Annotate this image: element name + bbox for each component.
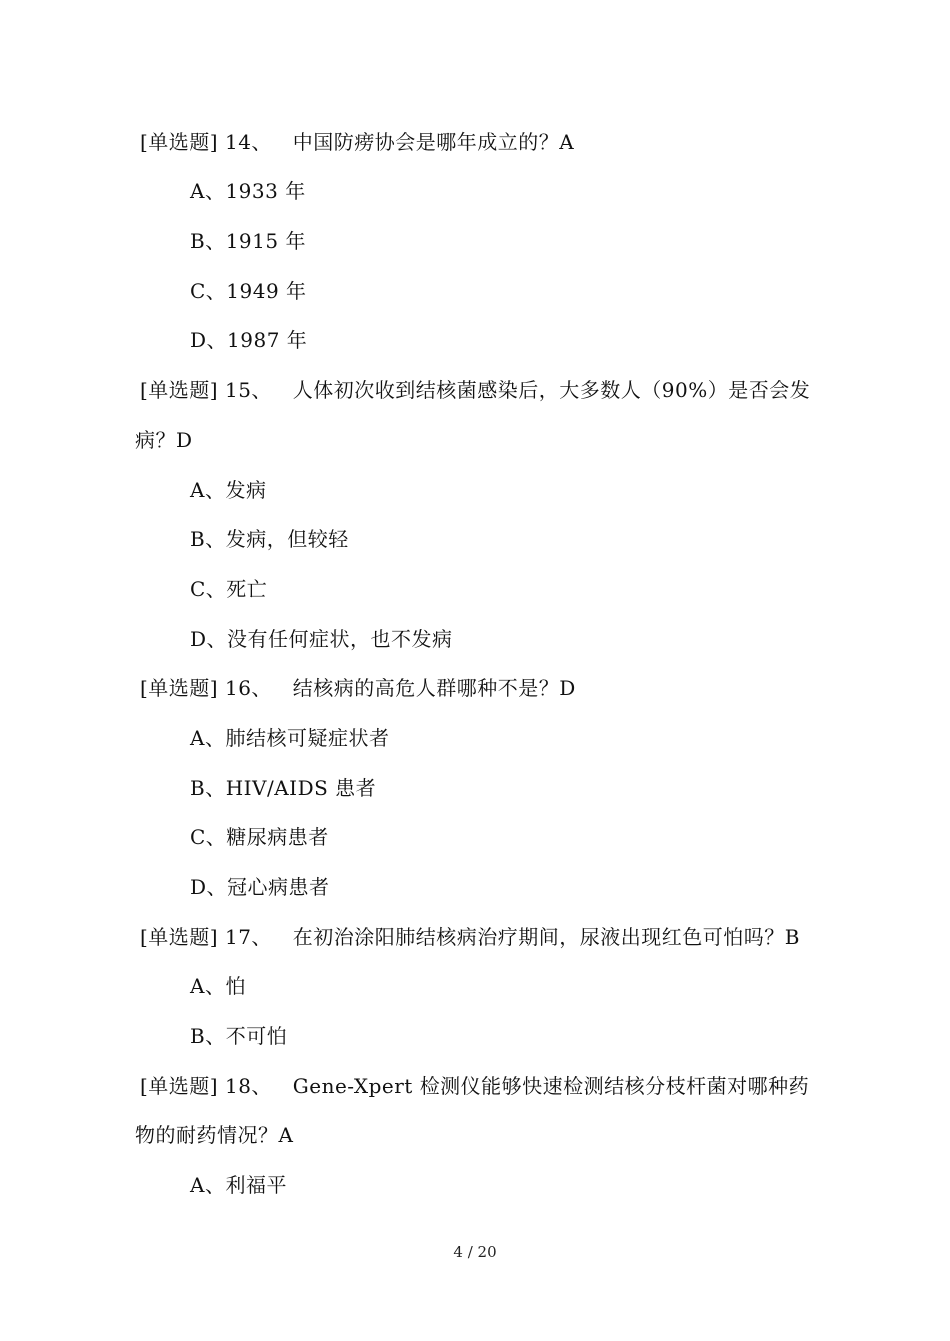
question-number: 17、 [224, 925, 272, 949]
option-b: B、发病，但较轻 [190, 527, 349, 551]
option-b: B、1915 年 [190, 229, 306, 253]
question-number: 16、 [224, 676, 272, 700]
option-a: A、发病 [190, 478, 267, 502]
question-type-tag: [单选题] [140, 130, 219, 154]
question-text: 中国防痨协会是哪年成立的？A [292, 130, 575, 154]
question-text: 人体初次收到结核菌感染后，大多数人（90%）是否会发 [292, 378, 811, 402]
question-text-continued: 病？D [135, 428, 193, 452]
option-b: B、不可怕 [190, 1024, 288, 1048]
option-d: D、没有任何症状，也不发病 [190, 627, 453, 651]
question-17 [140, 922, 800, 952]
option-c: C、糖尿病患者 [190, 825, 329, 849]
question-14 [140, 127, 574, 157]
option-a: A、怕 [190, 974, 246, 998]
question-number: 14、 [224, 130, 272, 154]
option-b: B、HIV/AIDS 患者 [190, 776, 377, 800]
page-number [0, 1240, 950, 1264]
option-d: D、冠心病患者 [190, 875, 330, 899]
option-d: D、1987 年 [190, 328, 308, 352]
question-type-tag: [单选题] [140, 378, 219, 402]
question-number: 15、 [224, 378, 272, 402]
option-a: A、1933 年 [190, 179, 306, 203]
page-total: / 20 [467, 1243, 497, 1261]
question-text-continued: 物的耐药情况？A [135, 1123, 294, 1147]
option-c: C、死亡 [190, 577, 268, 601]
question-text: 在初治涂阳肺结核病治疗期间，尿液出现红色可怕吗？B [292, 925, 800, 949]
question-15 [140, 375, 810, 405]
question-text: 结核病的高危人群哪种不是？D [292, 676, 576, 700]
page-current: 4 [453, 1243, 463, 1261]
question-text: Gene-Xpert 检测仪能够快速检测结核分枝杆菌对哪种药 [292, 1074, 810, 1098]
question-type-tag: [单选题] [140, 676, 219, 700]
option-a: A、肺结核可疑症状者 [190, 726, 390, 750]
question-18 [140, 1071, 809, 1101]
question-16 [140, 673, 576, 703]
question-number: 18、 [224, 1074, 272, 1098]
question-type-tag: [单选题] [140, 1074, 219, 1098]
option-c: C、1949 年 [190, 279, 307, 303]
question-type-tag: [单选题] [140, 925, 219, 949]
option-a: A、利福平 [190, 1173, 287, 1197]
